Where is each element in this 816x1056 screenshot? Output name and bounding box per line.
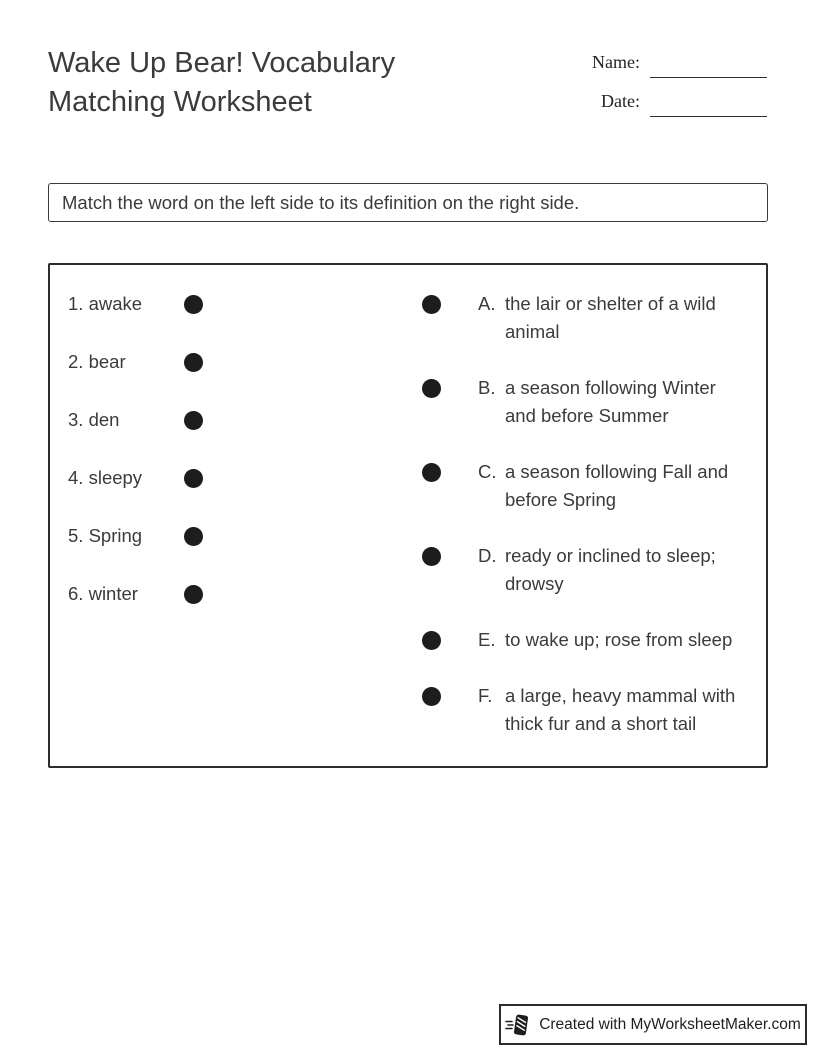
definition-letter: B. — [478, 377, 496, 398]
definition-letter: E. — [478, 629, 496, 650]
definition-row-e — [422, 626, 757, 654]
credit-text: Created with MyWorksheetMaker.com — [539, 1015, 801, 1033]
definition-row-c — [422, 458, 757, 514]
page-title-line1: Wake Up Bear! Vocabulary — [48, 47, 396, 79]
word-label — [68, 467, 184, 489]
definition-content — [478, 626, 793, 654]
name-row — [590, 50, 767, 78]
definition-row-f — [422, 682, 757, 738]
date-fill-line — [650, 93, 767, 117]
page-title-line2: Matching Worksheet — [48, 86, 312, 118]
matching-box — [48, 263, 768, 768]
word-number: 3. — [68, 409, 84, 430]
word-text: den — [88, 409, 120, 430]
word-row-3 — [68, 401, 203, 439]
word-row-5 — [68, 517, 203, 555]
match-dot-def-b[interactable] — [422, 379, 441, 398]
definition-content — [478, 458, 793, 514]
definition-content — [478, 682, 793, 738]
word-label — [68, 293, 184, 315]
definition-content — [478, 374, 793, 430]
date-row — [590, 89, 767, 117]
word-row-4 — [68, 459, 203, 497]
match-dot-word-3[interactable] — [184, 411, 203, 430]
definition-text: a season following Fall and before Spring — [505, 461, 729, 510]
word-label — [68, 351, 184, 373]
definition-content — [478, 542, 793, 598]
definition-content — [478, 290, 793, 346]
match-dot-word-6[interactable] — [184, 585, 203, 604]
word-text: sleepy — [88, 467, 143, 488]
word-number: 6. — [68, 583, 84, 604]
definition-text: to wake up; rose from sleep — [505, 629, 733, 650]
date-label: Date: — [601, 91, 640, 111]
word-text: winter — [88, 583, 138, 604]
match-dot-def-c[interactable] — [422, 463, 441, 482]
word-text: awake — [88, 293, 143, 314]
credit-badge — [499, 1004, 807, 1045]
match-dot-def-e[interactable] — [422, 631, 441, 650]
definition-text: a large, heavy mammal with thick fur and a short tail — [505, 685, 736, 734]
instructions-text: Match the word on the left side to its definition on the right side. — [62, 191, 580, 213]
instructions-box — [48, 183, 768, 222]
word-label — [68, 525, 184, 547]
match-dot-def-a[interactable] — [422, 295, 441, 314]
definition-letter: D. — [478, 545, 497, 566]
match-dot-def-f[interactable] — [422, 687, 441, 706]
match-dot-word-4[interactable] — [184, 469, 203, 488]
match-dot-def-d[interactable] — [422, 547, 441, 566]
word-number: 1. — [68, 293, 84, 314]
definitions-column — [422, 290, 757, 766]
page-title — [48, 44, 395, 122]
definition-letter: F. — [478, 685, 493, 706]
definition-row-b — [422, 374, 757, 430]
definition-row-d — [422, 542, 757, 598]
word-number: 2. — [68, 351, 84, 372]
match-dot-word-5[interactable] — [184, 527, 203, 546]
word-number: 5. — [68, 525, 84, 546]
word-row-1 — [68, 285, 203, 323]
match-dot-word-2[interactable] — [184, 353, 203, 372]
name-label: Name: — [592, 52, 640, 72]
word-text: bear — [88, 351, 126, 372]
definition-text: ready or inclined to sleep; drowsy — [505, 545, 716, 594]
definition-letter: C. — [478, 461, 497, 482]
match-dot-word-1[interactable] — [184, 295, 203, 314]
words-column — [68, 285, 203, 633]
word-row-6 — [68, 575, 203, 613]
definition-text: a season following Winter and before Summer — [505, 377, 716, 426]
definition-letter: A. — [478, 293, 496, 314]
name-date-block — [590, 50, 767, 128]
word-label — [68, 409, 184, 431]
definition-row-a — [422, 290, 757, 346]
word-row-2 — [68, 343, 203, 381]
name-fill-line — [650, 54, 767, 78]
word-number: 4. — [68, 467, 84, 488]
word-text: Spring — [88, 525, 143, 546]
definition-text: the lair or shelter of a wild animal — [505, 293, 716, 342]
word-label — [68, 583, 184, 605]
worksheet-maker-logo-icon — [505, 1012, 531, 1038]
